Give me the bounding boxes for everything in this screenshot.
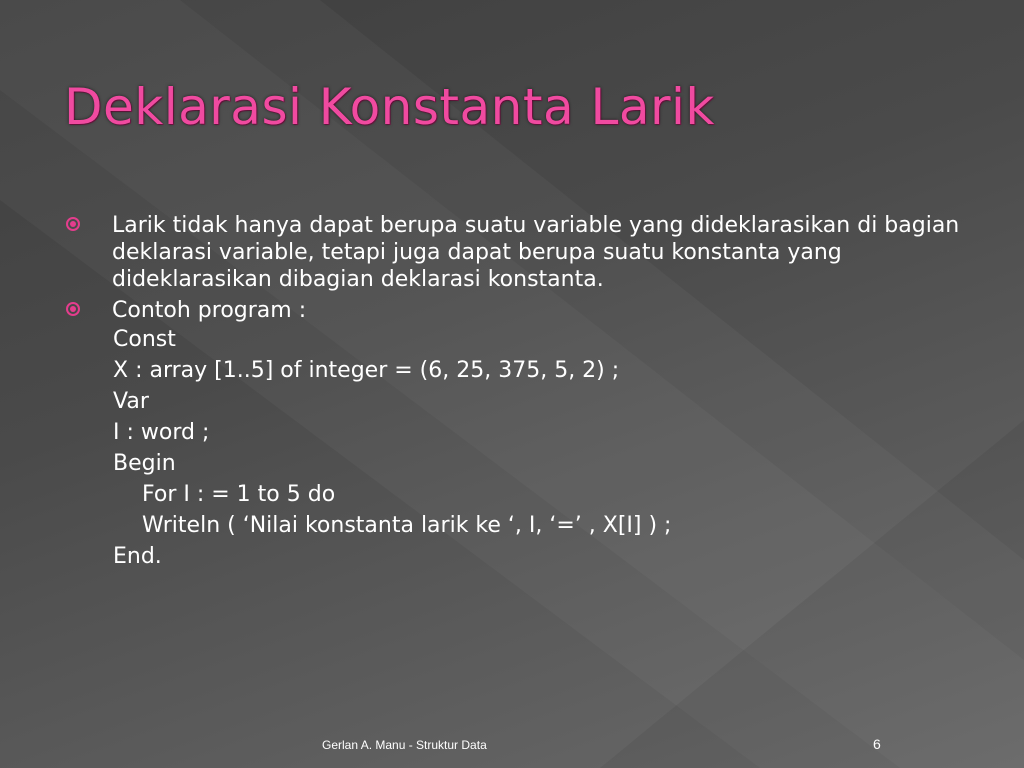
bullet-text: Contoh program : [112,298,307,323]
code-line: For I : = 1 to 5 do [142,482,336,507]
code-line: Begin [113,451,176,476]
slide-footer: Gerlan A. Manu - Struktur Data [322,738,487,752]
code-line: I : word ; [113,420,210,445]
page-number: 6 [873,736,881,752]
bullet-item [66,297,966,324]
code-line: Writeln ( ‘Nilai konstanta larik ke ‘, I, ‘=’ , X[I] ) ; [142,513,672,538]
bullet-text: Larik tidak hanya dapat berupa suatu variable yang dideklarasikan di bagian deklarasi variable, tetapi juga dapat berupa suatu konstanta yang dideklarasikan dibagian deklarasi konstanta. [112,213,960,292]
code-line: End. [113,544,162,569]
slide-title: Deklarasi Konstanta Larik [64,78,715,136]
bullet-circle-icon [66,302,80,316]
slide-content [66,212,966,572]
code-line: Const [113,327,176,352]
code-line: Var [113,389,149,414]
bullet-circle-icon [66,217,80,231]
bullet-item [66,212,966,293]
code-line: X : array [1..5] of integer = (6, 25, 375, 5, 2) ; [113,358,620,383]
code-block [113,324,966,572]
